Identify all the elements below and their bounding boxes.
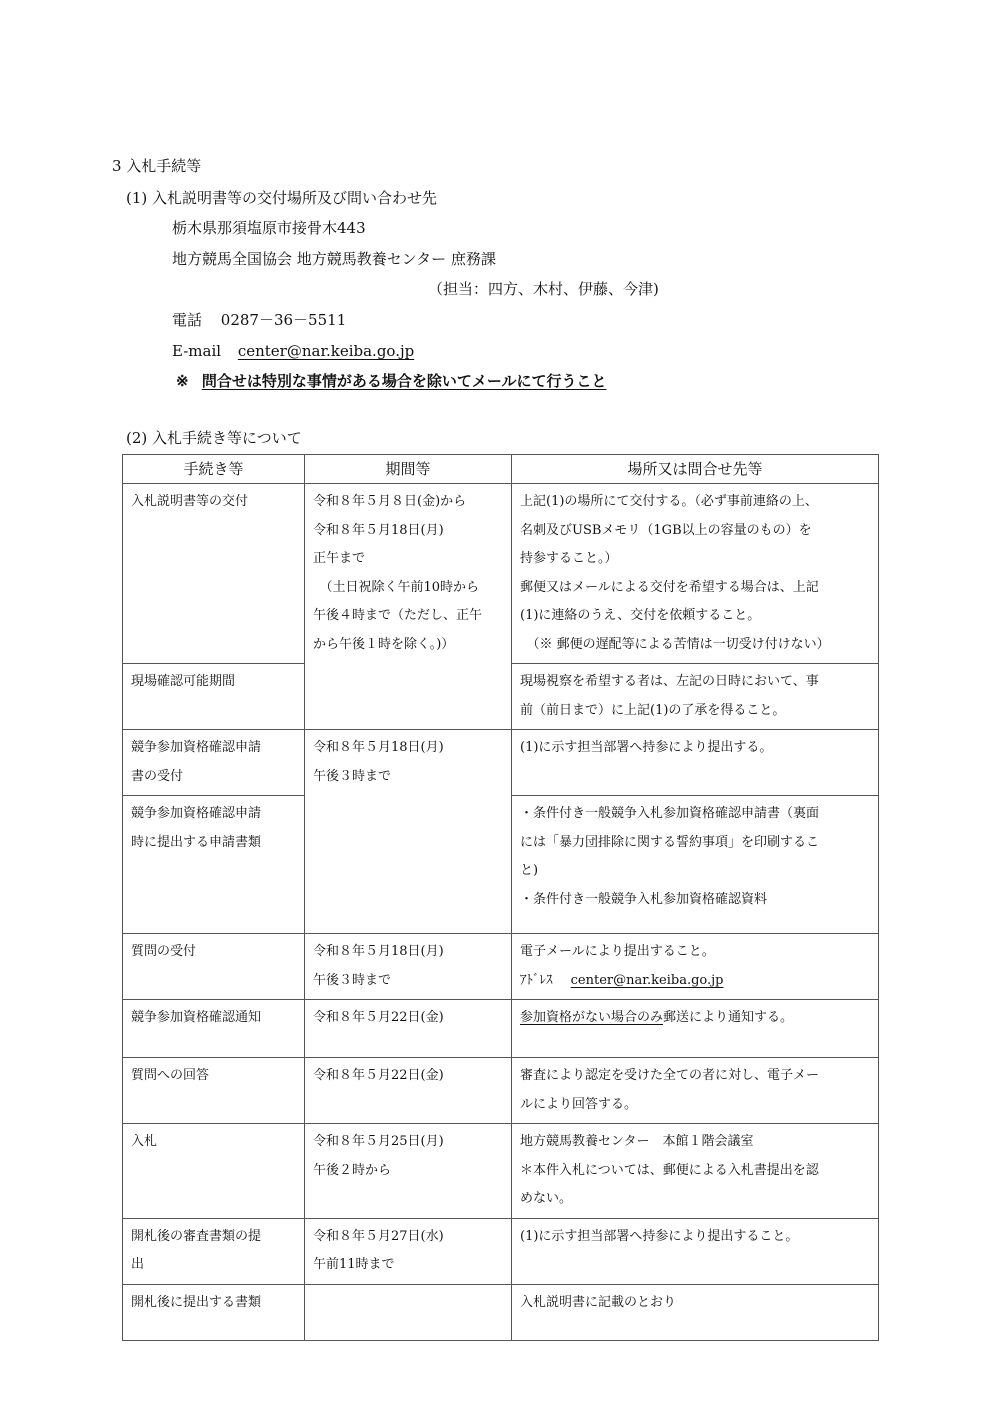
note-text: 問合せは特別な事情がある場合を除いてメールにて行うこと [201, 372, 607, 390]
section-heading: 3 入札手続等 [112, 157, 202, 175]
header-place: 場所又は問合せ先等 [512, 455, 879, 484]
row-place: 審査により認定を受けた全ての者に対し、電子メー ルにより回答する。 [512, 1058, 879, 1124]
row-period: 令和８年５月22日(金) [305, 1058, 512, 1124]
row-place: (1)に示す担当部署へ持参により提出する。 [512, 730, 879, 796]
note-mark: ※ [176, 372, 189, 390]
table-row [123, 730, 879, 796]
phone-label: 電話 [172, 311, 203, 329]
row-procedure: 現場確認可能期間 [123, 664, 305, 730]
table-row [123, 934, 879, 1000]
row-period: 令和８年５月18日(月) 午後３時まで [305, 934, 512, 1000]
row-procedure: 入札説明書等の交付 [123, 484, 305, 664]
row-period: 令和８年５月22日(金) [305, 1000, 512, 1058]
row-procedure: 競争参加資格確認申請 時に提出する申請書類 [123, 796, 305, 934]
header-period: 期間等 [305, 455, 512, 484]
row-procedure: 競争参加資格確認申請 書の受付 [123, 730, 305, 796]
table-row [123, 1058, 879, 1124]
row-place: 電子メールにより提出すること。 ｱﾄﾞﾚｽ center@nar.keiba.go.jp [512, 934, 879, 1000]
address-label: ｱﾄﾞﾚｽ [520, 972, 553, 988]
address: 栃木県那須塩原市接骨木443 [172, 219, 366, 237]
row-place: 入札説明書に記載のとおり [512, 1284, 879, 1340]
organization: 地方競馬全国協会 地方競馬教養センター 庶務課 [172, 250, 496, 268]
row-period [305, 1284, 512, 1340]
row-period: 令和８年５月８日(金)から 令和８年５月18日(月) 正午まで （土日祝除く午前10時から 午後４時まで（ただし、正午 から午後１時を除く。)） [305, 484, 512, 730]
row-place: 上記(1)の場所にて交付する。（必ず事前連絡の上、 名刺及びUSBメモリ（1GB以上の容量のもの）を 持参すること。） 郵便又はメールによる交付を希望する場合は、上記 (1)に連絡のうえ、交付を依頼すること。 （※ 郵便の遅配等による苦情は一切受け付けない） [512, 484, 879, 664]
row-period: 令和８年５月18日(月) 午後３時まで [305, 730, 512, 934]
question-email-link[interactable]: center@nar.keiba.go.jp [570, 972, 724, 988]
phone-line [172, 310, 346, 330]
email-link[interactable]: center@nar.keiba.go.jp [237, 342, 415, 360]
email-line [172, 341, 414, 361]
subsection-1-title: (1) 入札説明書等の交付場所及び問い合わせ先 [126, 189, 438, 207]
table-row [123, 1284, 879, 1340]
phone-number: 0287－36－5511 [220, 311, 347, 329]
row-period: 令和８年５月25日(月) 午後２時から [305, 1124, 512, 1219]
row-place: ・条件付き一般競争入札参加資格確認申請書（裏面 には「暴力団排除に関する誓約事項」を印刷するこ と) ・条件付き一般競争入札参加資格確認資料 [512, 796, 879, 934]
table-row [123, 484, 879, 664]
notice-condition: 参加資格がない場合のみ [520, 1010, 664, 1025]
row-period: 令和８年５月27日(水) 午前11時まで [305, 1218, 512, 1284]
row-procedure: 入札 [123, 1124, 305, 1219]
row-procedure: 開札後に提出する書類 [123, 1284, 305, 1340]
row-place: 地方競馬教養センター 本館１階会議室 ＊本件入札については、郵便による入札書提出を認 めない。 [512, 1124, 879, 1219]
contact-persons: （担当：四方、木村、伊藤、今津) [428, 280, 659, 298]
table-row [123, 1000, 879, 1058]
row-procedure: 質問への回答 [123, 1058, 305, 1124]
row-place: 現場視察を希望する者は、左記の日時において、事 前（前日まで）に上記(1)の了承を得ること。 [512, 664, 879, 730]
table-row [123, 1218, 879, 1284]
row-procedure: 競争参加資格確認通知 [123, 1000, 305, 1058]
procedure-table [122, 454, 879, 1341]
table-header-row [123, 455, 879, 484]
row-place: 参加資格がない場合のみ郵送により通知する。 [512, 1000, 879, 1058]
header-procedure: 手続き等 [123, 455, 305, 484]
row-procedure: 開札後の審査書類の提 出 [123, 1218, 305, 1284]
row-procedure: 質問の受付 [123, 934, 305, 1000]
subsection-2-title: (2) 入札手続き等について [126, 429, 302, 447]
row-place: (1)に示す担当部署へ持参により提出すること。 [512, 1218, 879, 1284]
inquiry-note [176, 371, 607, 391]
email-label: E-mail [172, 342, 222, 360]
table-row [123, 1124, 879, 1219]
